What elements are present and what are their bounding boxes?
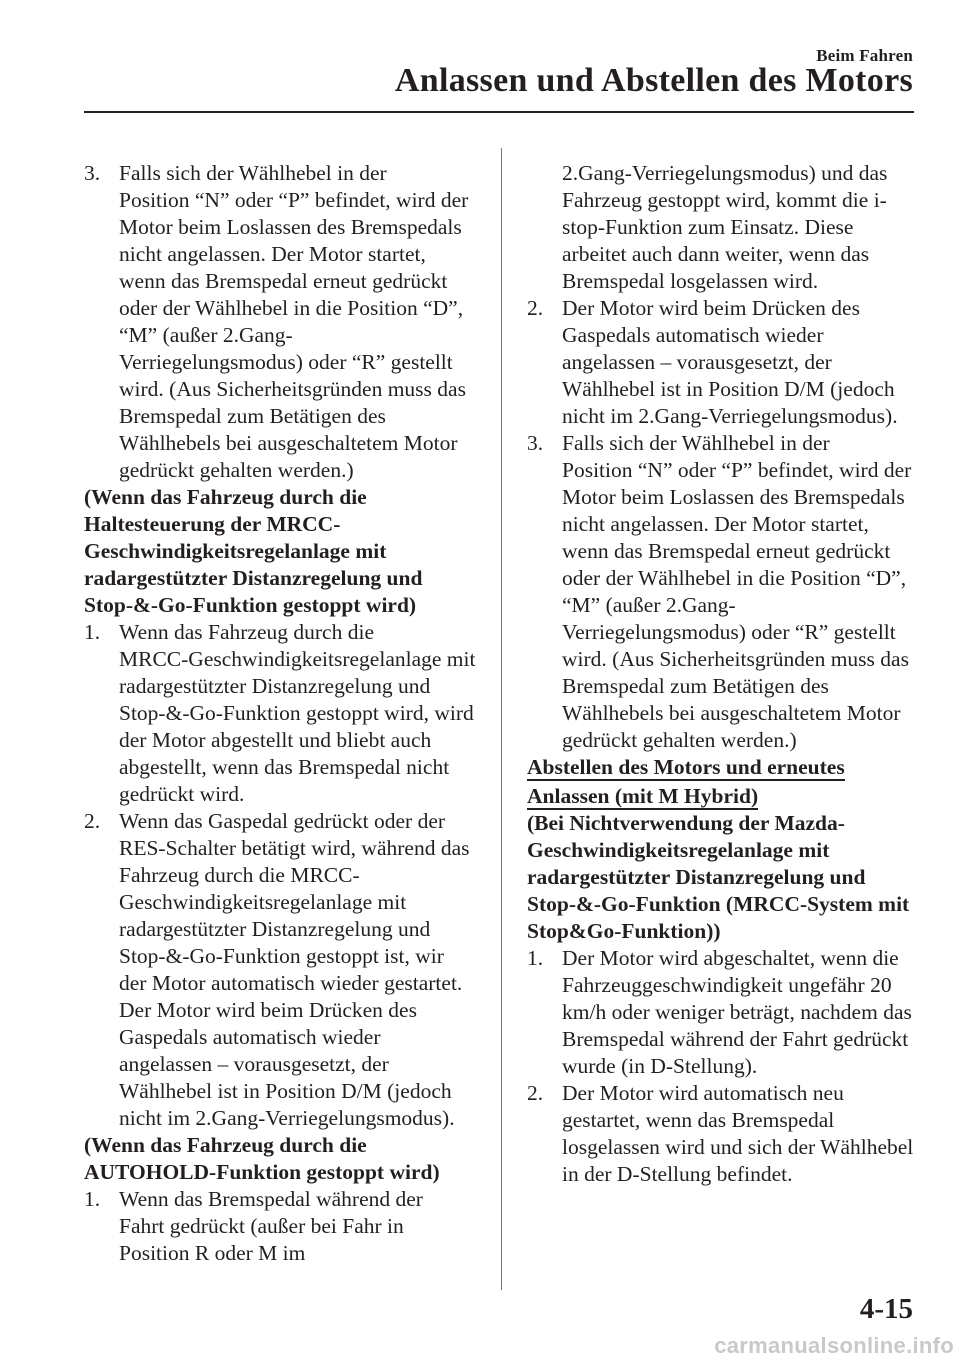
- list-item-text: MRCC-Geschwindigkeitsregelanlage mit radargestützter Distanzregelung und Stop-&-Go-Funktion gestoppt wird, wird der Motor abgestellt und bliebt auch abgestellt, wenn das Bremspedal nicht gedrückt wird.: [119, 647, 476, 806]
- list-item-text: Fahrt gedrückt (außer bei Fahr in Position R oder M im: [119, 1214, 404, 1265]
- section-label: Beim Fahren: [816, 46, 913, 65]
- list-item-text: Wenn das Bremspedal während der: [119, 1187, 423, 1211]
- list-item: [84, 1186, 476, 1213]
- list-item-text: Position “N” oder “P” befindet, wird der Motor beim Loslassen des Bremspedals nicht angelassen. Der Motor startet, wenn das Bremspedal erneut gedrückt oder der Wählhebel in die Position “D”, “M” (außer 2.Gang-Verriegelungsmodus) oder “R” gestellt wird. (Aus Sicherheitsgründen muss das Bremspedal zum Betätigen des Wählhebels bei ausgeschaltetem Motor gedrückt gehalten werden.): [562, 458, 912, 752]
- list-item: [527, 1080, 919, 1107]
- right-column: [527, 160, 919, 1188]
- list-item-text: Wenn das Gaspedal gedrückt oder der: [119, 809, 446, 833]
- list-item-text: Gaspedals automatisch wieder angelassen – vorausgesetzt, der Wählhebel ist in Position D/M (jedoch nicht im 2.Gang-Verriegelungsmodus).: [562, 323, 898, 428]
- list-item-text: Der Motor wird beim Drücken des: [562, 296, 860, 320]
- list-item-number: 1.: [84, 620, 101, 644]
- list-item: [84, 808, 476, 835]
- list-item-text: Der Motor wird automatisch neu: [562, 1081, 844, 1105]
- subheading: (Wenn das Fahrzeug durch die AUTOHOLD-Funktion gestoppt wird): [84, 1133, 440, 1184]
- page-number: 4-15: [859, 1293, 913, 1325]
- list-item-text: Position “N” oder “P” befindet, wird der Motor beim Loslassen des Bremspedals nicht angelassen. Der Motor startet, wenn das Bremspedal erneut gedrückt oder der Wählhebel in die Position “D”, “M” (außer 2.Gang-Verriegelungsmodus) oder “R” gestellt wird. (Aus Sicherheitsgründen muss das Bremspedal zum Betätigen des Wählhebels bei ausgeschaltetem Motor gedrückt gehalten werden.): [119, 188, 469, 482]
- list-item-number: 1.: [84, 1187, 101, 1211]
- list-item-number: 2.: [84, 809, 101, 833]
- list-item-text: Wenn das Fahrzeug durch die: [119, 620, 374, 644]
- list-item-text: Fahrzeuggeschwindigkeit ungefähr 20 km/h oder weniger beträgt, nachdem das Bremspedal während der Fahrt gedrückt wurde (in D-Stellung).: [562, 973, 912, 1078]
- list-item-number: 1.: [527, 946, 544, 970]
- list-item: [527, 430, 919, 457]
- left-column: [84, 160, 476, 1267]
- section-heading-line: Anlassen (mit M Hybrid): [527, 784, 759, 808]
- page-title: Anlassen und Abstellen des Motors: [394, 62, 913, 99]
- list-item: [84, 160, 476, 187]
- list-item-text: Falls sich der Wählhebel in der: [119, 161, 387, 185]
- list-item-number: 2.: [527, 1081, 544, 1105]
- list-item-text: Der Motor wird abgeschaltet, wenn die: [562, 946, 899, 970]
- section-heading: [527, 783, 919, 810]
- list-item-number: 2.: [527, 296, 544, 320]
- watermark: carmanualsonline.info: [714, 1333, 954, 1358]
- subheading: (Wenn das Fahrzeug durch die Haltesteuerung der MRCC-Geschwindigkeitsregelanlage mit radargestützter Distanzregelung und Stop-&-Go-Funktion gestoppt wird): [84, 485, 423, 617]
- list-item: [527, 295, 919, 322]
- subheading: (Bei Nichtverwendung der Mazda-Geschwindigkeitsregelanlage mit radargestützter Distanzregelung und Stop-&-Go-Funktion (MRCC-System mit Stop&Go-Funktion)): [527, 811, 910, 943]
- list-item-text: RES-Schalter betätigt wird, während das Fahrzeug durch die MRCC-Geschwindigkeitsregelanlage mit radargestützter Distanzregelung und Stop-&-Go-Funktion gestoppt ist, wir der Motor automatisch wieder gestartet. Der Motor wird beim Drücken des Gaspedals automatisch wieder angelassen – vorausgesetzt, der Wählhebel ist in Position D/M (jedoch nicht im 2.Gang-Verriegelungsmodus).: [119, 836, 470, 1130]
- section-heading-line: Abstellen des Motors und erneutes: [527, 755, 845, 779]
- column-divider: [501, 148, 502, 1290]
- list-item: [527, 945, 919, 972]
- list-item-text: gestartet, wenn das Bremspedal losgelassen wird und sich der Wählhebel in der D-Stellung befindet.: [562, 1108, 914, 1186]
- header-rule: [84, 111, 914, 113]
- list-item-number: 3.: [84, 161, 101, 185]
- list-item-number: 3.: [527, 431, 544, 455]
- section-heading: [527, 754, 919, 781]
- list-item: [84, 619, 476, 646]
- list-item-text: 2.Gang-Verriegelungsmodus) und das Fahrzeug gestoppt wird, kommt die i-stop-Funktion zum Einsatz. Diese arbeitet auch dann weiter, wenn das Bremspedal losgelassen wird.: [562, 161, 888, 293]
- list-item-text: Falls sich der Wählhebel in der: [562, 431, 830, 455]
